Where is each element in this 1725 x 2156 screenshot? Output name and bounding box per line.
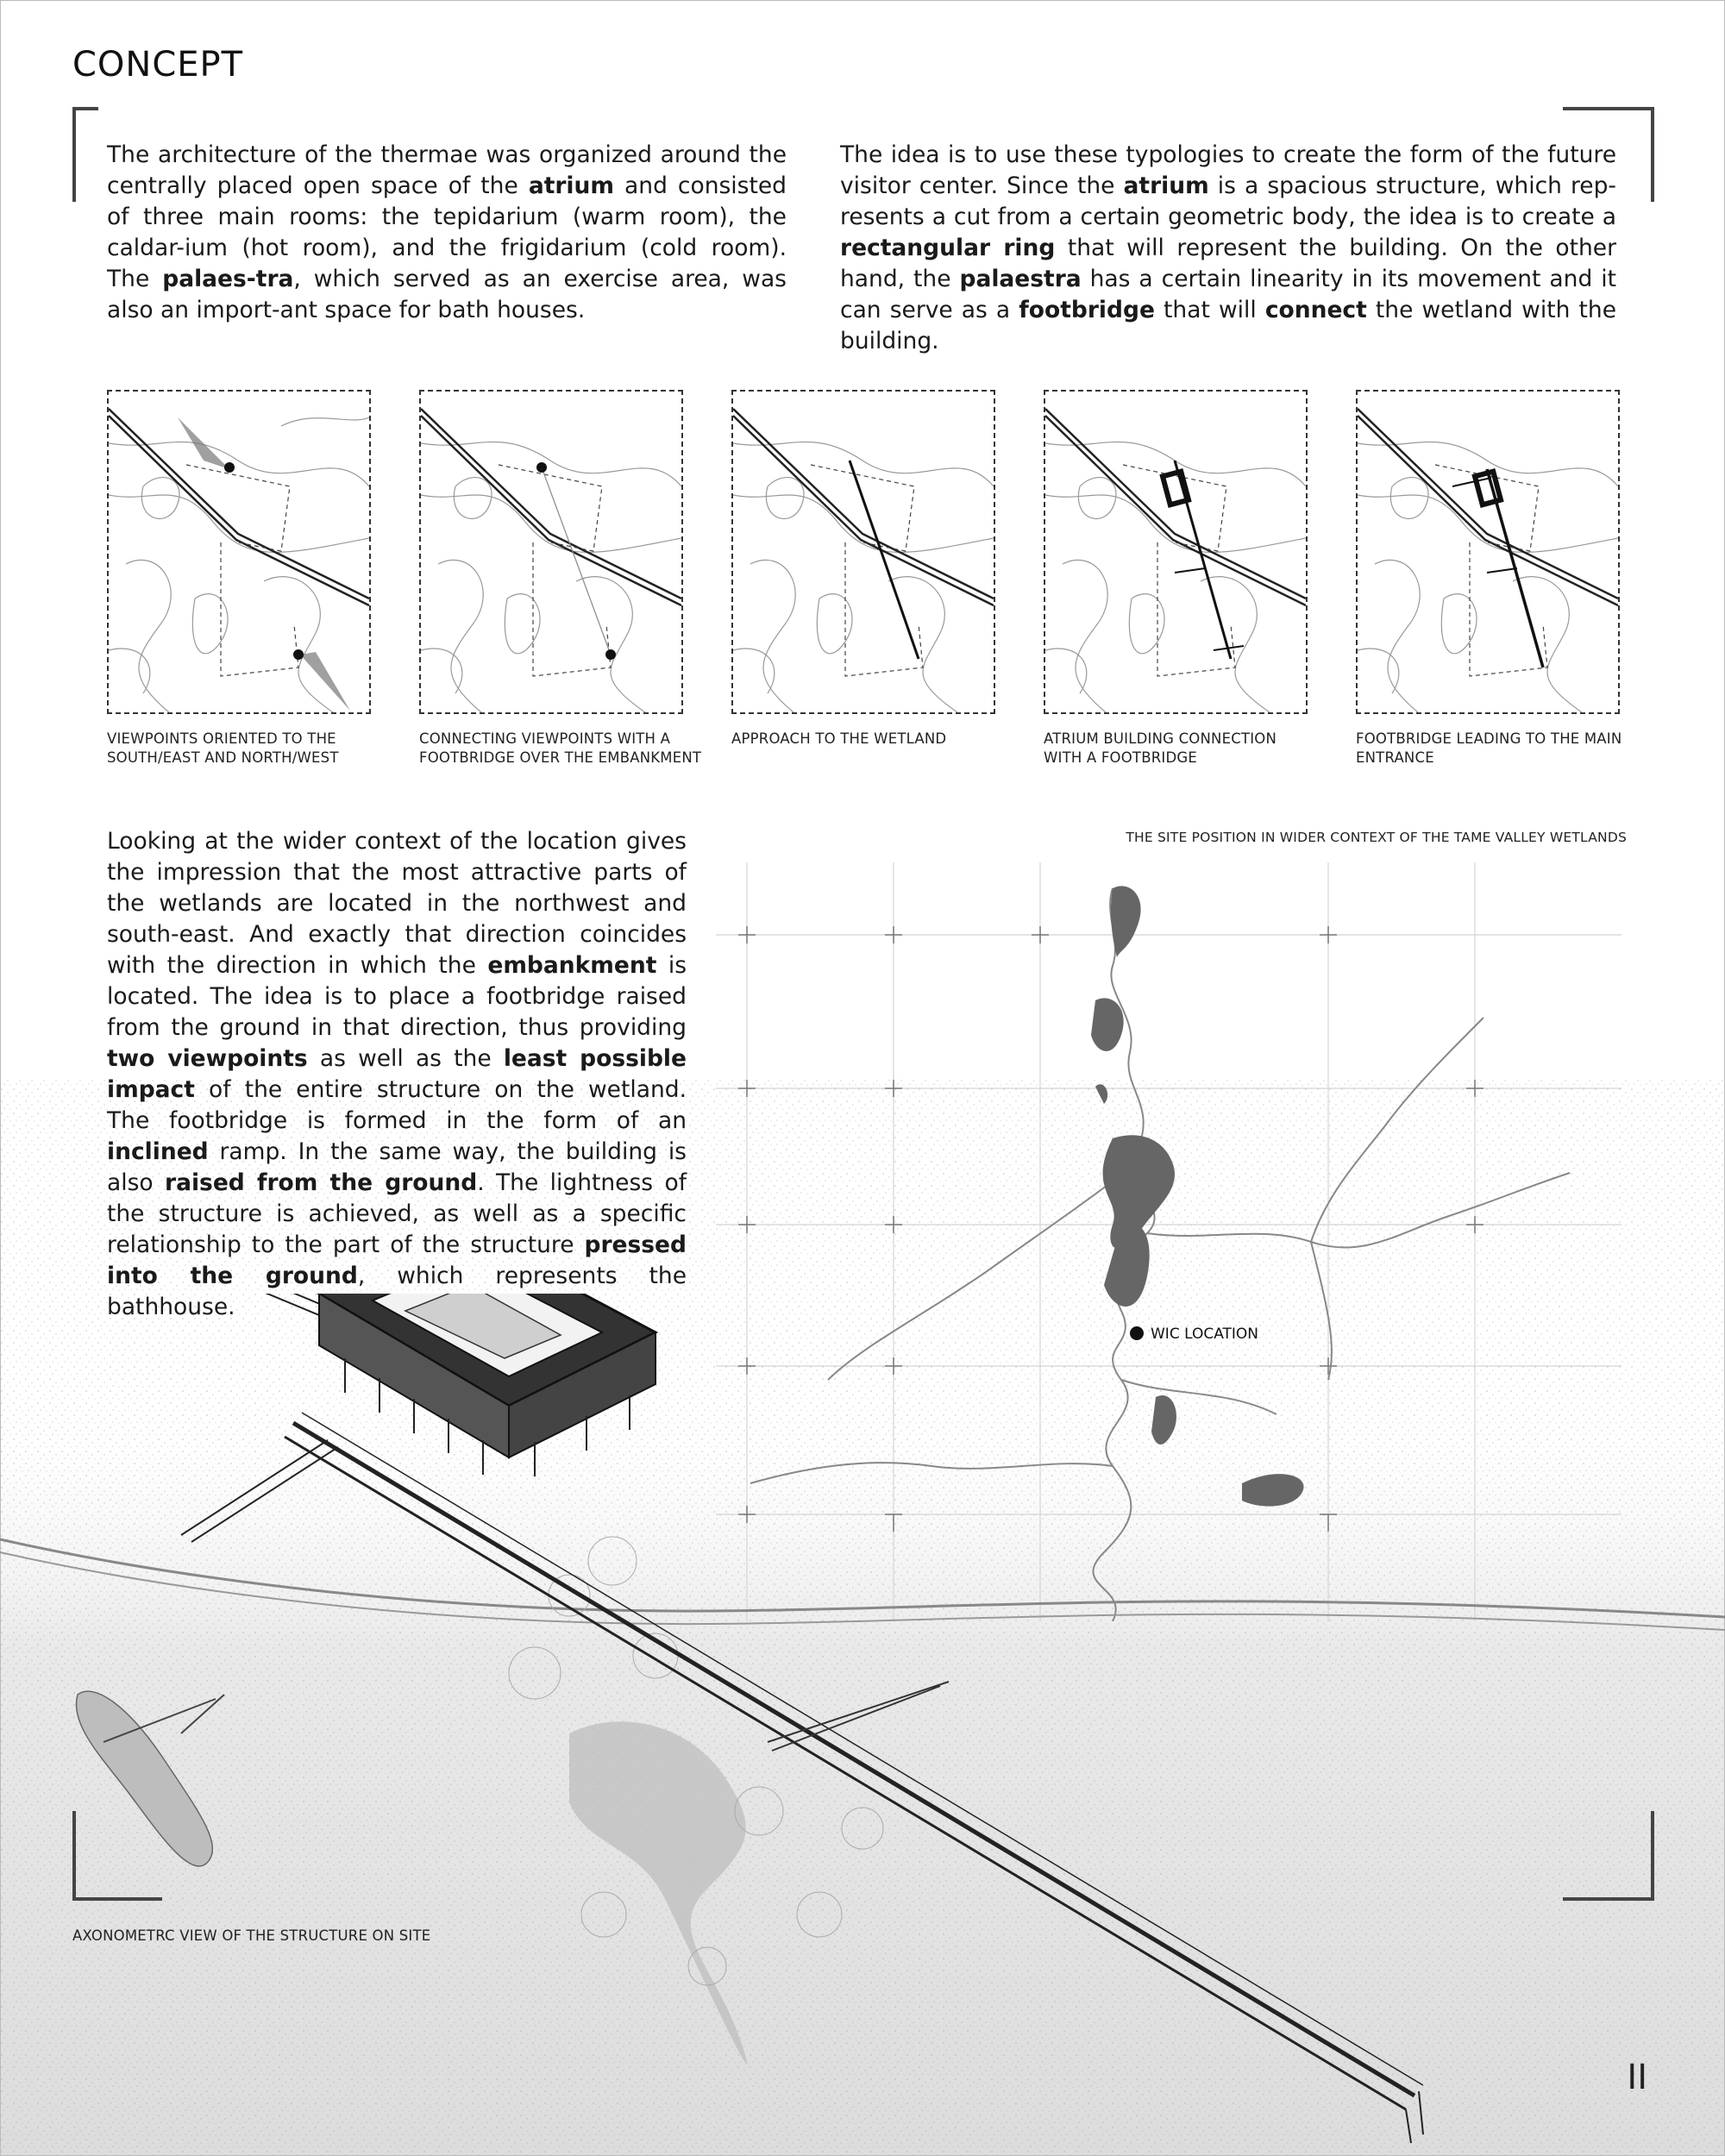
- concept-diagram-1: [107, 390, 371, 714]
- axonometric-drawing: [0, 1294, 1725, 2156]
- wic-location-label: WIC LOCATION: [1151, 1326, 1259, 1343]
- page-number: II: [1627, 2058, 1647, 2097]
- diagram-2-caption: CONNECTING VIEWPOINTS WITH A FOOTBRIDGE OVER THE EMBANKMENT: [419, 730, 702, 766]
- diagram-4-drawing: [1045, 392, 1306, 712]
- diagram-3-caption: APPROACH TO THE WETLAND: [731, 730, 947, 747]
- intro-left-paragraph: The architecture of the thermae was organized around the centrally placed open space of the atrium and consisted of three main rooms: the tepidarium (warm room), the caldar-ium (hot room), and the frigidarium (cold room). The palaes-tra, which served as an exercise area, was also an import-ant space for bath houses.: [107, 141, 787, 323]
- concept-diagram-4: [1044, 390, 1308, 714]
- concept-diagram-2: [419, 390, 683, 714]
- context-paragraph: Looking at the wider context of the location gives the impression that the most attractive parts of the wetlands are located in the northwest and south-east. And exactly that direction coincides with the direction in which the embankment is located. The idea is to place a footbridge raised from the ground in that direction, thus providing two viewpoints as well as the least possible impact of the entire structure on the wetland. The footbridge is formed in the form of an inclined ramp. In the same way, the building is also raised from the ground. The lightness of the structure is achieved, as well as a specific relationship to the part of the structure pressed into the ground, which represents the bathhouse.: [107, 828, 687, 1320]
- concept-diagram-5: [1356, 390, 1620, 714]
- corner-bracket-bottom-right: [1563, 1811, 1654, 1901]
- diagram-4-caption: ATRIUM BUILDING CONNECTION WITH A FOOTBRIDGE: [1044, 730, 1276, 766]
- corner-bracket-top-left: [72, 107, 98, 202]
- diagram-2-drawing: [421, 392, 681, 712]
- page-title: CONCEPT: [72, 45, 244, 85]
- corner-bracket-bottom-left: [72, 1811, 162, 1901]
- intro-right-paragraph: The idea is to use these typologies to create the form of the future visitor center. Since the atrium is a spacious structure, which rep-resents a cut from a certain geometric body, the idea is to create a rectangular ring that will represent the building. On the other hand, the palaestra has a certain linearity in its movement and it can serve as a footbridge that will connect the wetland with the building.: [840, 141, 1616, 354]
- axonometric-caption: AXONOMETRC VIEW OF THE STRUCTURE ON SITE: [72, 1927, 431, 1944]
- diagram-1-caption: VIEWPOINTS ORIENTED TO THE SOUTH/EAST AND NORTH/WEST: [107, 730, 339, 766]
- diagram-3-drawing: [733, 392, 994, 712]
- diagram-5-caption: FOOTBRIDGE LEADING TO THE MAIN ENTRANCE: [1356, 730, 1622, 766]
- diagram-5-drawing: [1358, 392, 1618, 712]
- diagram-1-drawing: [109, 392, 369, 712]
- concept-diagram-3: [731, 390, 995, 714]
- site-map-caption: THE SITE POSITION IN WIDER CONTEXT OF THE TAME VALLEY WETLANDS: [1126, 830, 1627, 845]
